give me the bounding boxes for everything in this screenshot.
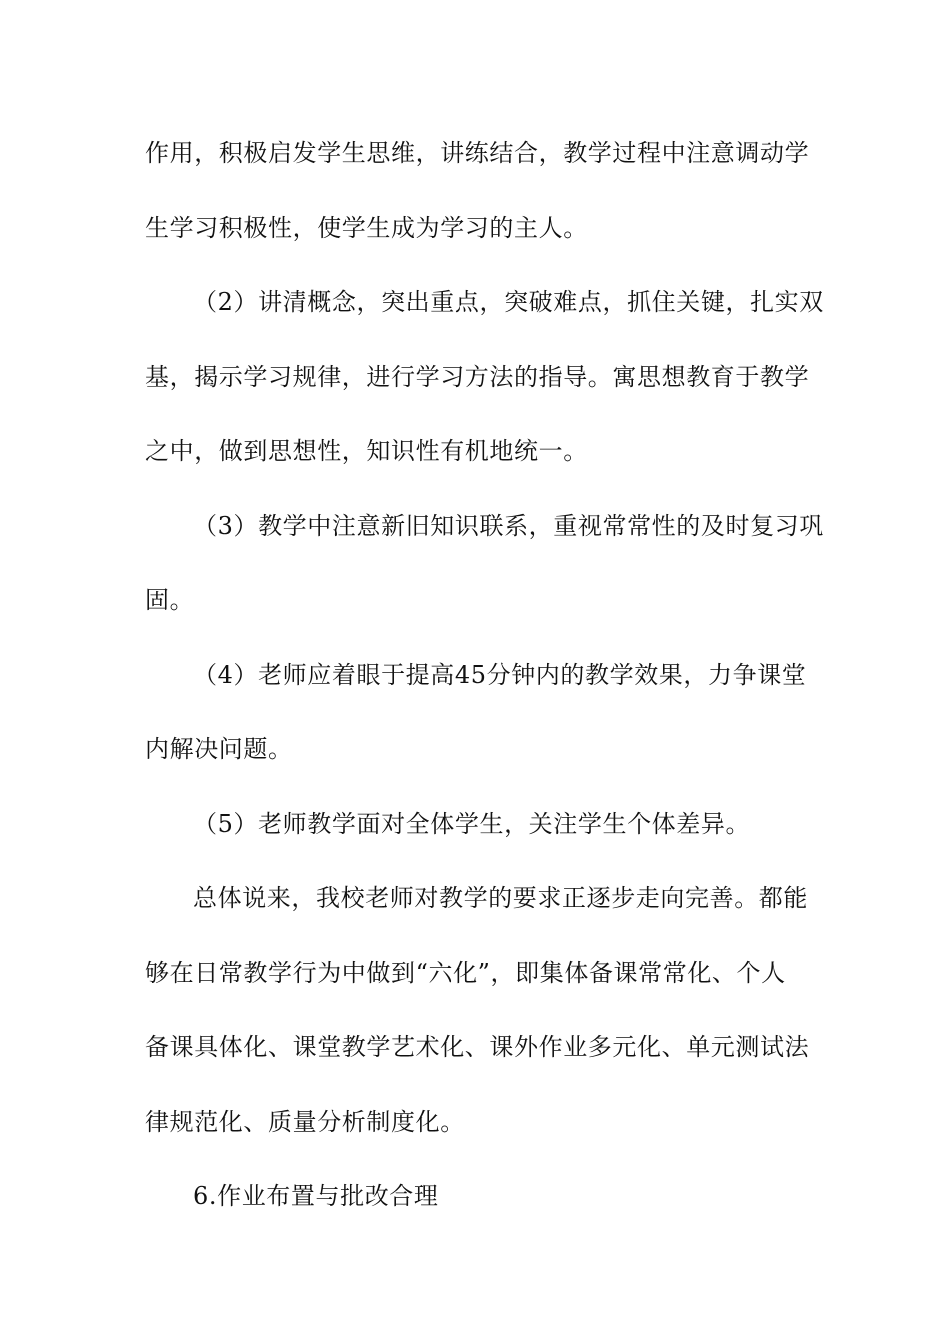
text-line: （3）教学中注意新旧知识联系，重视常常性的及时复习巩 xyxy=(193,511,824,540)
text-line: 之中，做到思想性，知识性有机地统一。 xyxy=(145,437,588,465)
text-line: 作用，积极启发学生思维，讲练结合，教学过程中注意调动学 xyxy=(145,139,810,167)
text-line: 备课具体化、课堂教学艺术化、课外作业多元化、单元测试法 xyxy=(145,1033,810,1061)
text-line: 够在日常教学行为中做到“六化”，即集体备课常常化、个人 xyxy=(145,958,786,987)
section-heading: 6.作业布置与批改合理 xyxy=(193,1182,439,1210)
text-line: 律规范化、质量分析制度化。 xyxy=(145,1107,465,1136)
text-line: （5）老师教学面对全体学生，关注学生个体差异。 xyxy=(193,809,751,838)
text-line: 基，揭示学习规律，进行学习方法的指导。寓思想教育于教学 xyxy=(145,362,810,391)
text-line: 总体说来，我校老师对教学的要求正逐步走向完善。都能 xyxy=(193,884,808,912)
text-line: 内解决问题。 xyxy=(145,735,293,763)
text-line: （4）老师应着眼于提高45分钟内的教学效果，力争课堂 xyxy=(193,660,807,689)
text-line: 生学习积极性，使学生成为学习的主人。 xyxy=(145,213,588,242)
text-line: （2）讲清概念，突出重点，突破难点，抓住关键，扎实双 xyxy=(193,288,824,316)
text-line: 固。 xyxy=(145,586,195,614)
document-body xyxy=(145,127,824,1245)
